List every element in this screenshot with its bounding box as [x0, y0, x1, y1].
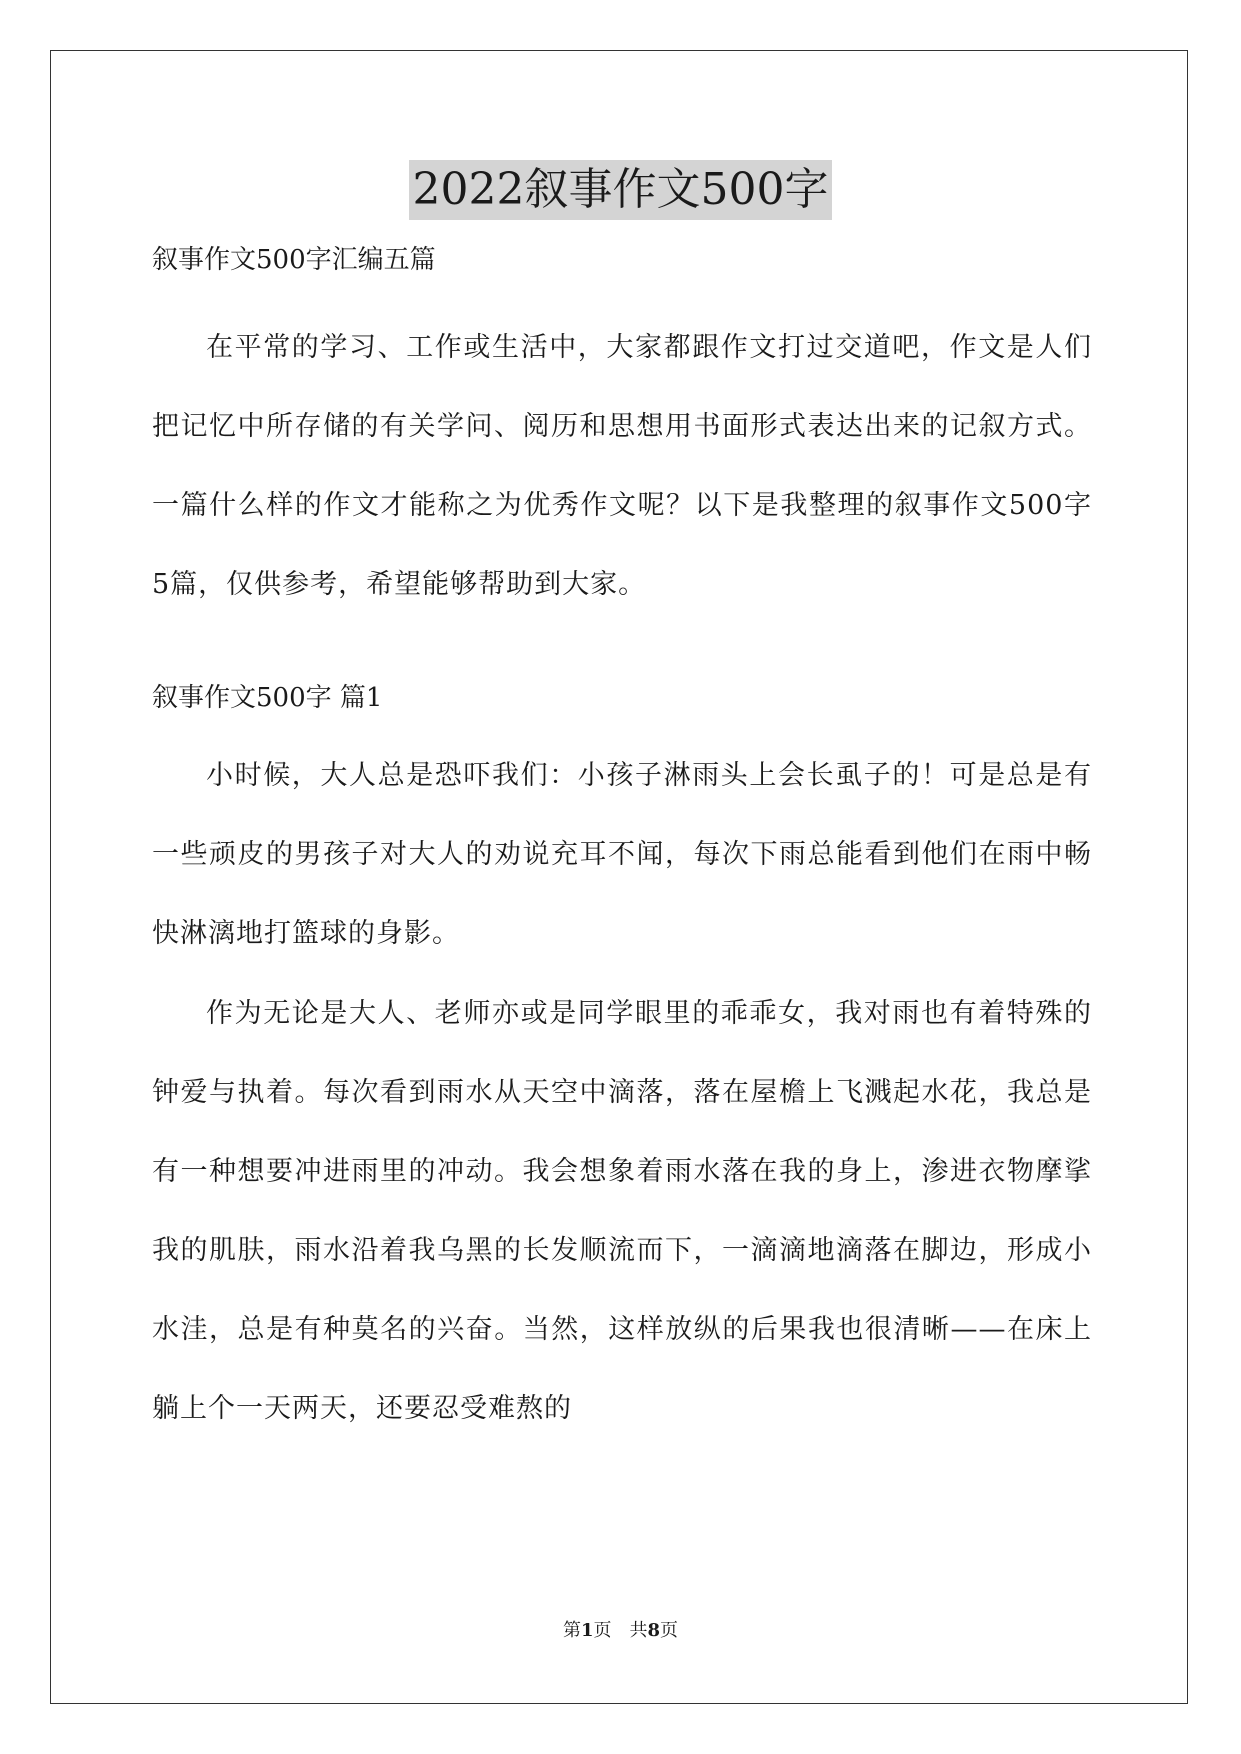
document-subtitle: 叙事作文500字汇编五篇	[152, 245, 436, 275]
footer-current-page: 1	[580, 1620, 594, 1641]
footer-total-pages: 8	[647, 1620, 661, 1641]
body-paragraph-1: 小时候，大人总是恐吓我们：小孩子淋雨头上会长虱子的！可是总是有一些顽皮的男孩子对大人的劝说充耳不闻，每次下雨总能看到他们在雨中畅快淋漓地打篮球的身影。	[152, 760, 1092, 949]
footer-suffix: 页	[660, 1620, 679, 1641]
page-footer	[0, 1616, 1241, 1646]
document-title: 2022叙事作文500字	[409, 160, 833, 220]
title-container	[0, 160, 1241, 220]
body-paragraph-2: 作为无论是大人、老师亦或是同学眼里的乖乖女，我对雨也有着特殊的钟爱与执着。每次看到雨水从天空中滴落，落在屋檐上飞溅起水花，我总是有一种想要冲进雨里的冲动。我会想象着雨水落在我的身上，渗进衣物摩挲我的肌肤，雨水沿着我乌黑的长发顺流而下，一滴滴地滴落在脚边，形成小水洼，总是有种莫名的兴奋。当然，这样放纵的后果我也很清晰——在床上躺上个一天两天，还要忍受难熬的	[152, 998, 1092, 1424]
intro-paragraph: 在平常的学习、工作或生活中，大家都跟作文打过交道吧，作文是人们把记忆中所存储的有关学问、阅历和思想用书面形式表达出来的记叙方式。一篇什么样的作文才能称之为优秀作文呢？以下是我整理的叙事作文500字5篇，仅供参考，希望能够帮助到大家。	[152, 332, 1092, 600]
footer-prefix: 第	[562, 1620, 581, 1641]
section-heading: 叙事作文500字 篇1	[152, 683, 383, 713]
footer-mid: 页 共	[593, 1620, 648, 1641]
